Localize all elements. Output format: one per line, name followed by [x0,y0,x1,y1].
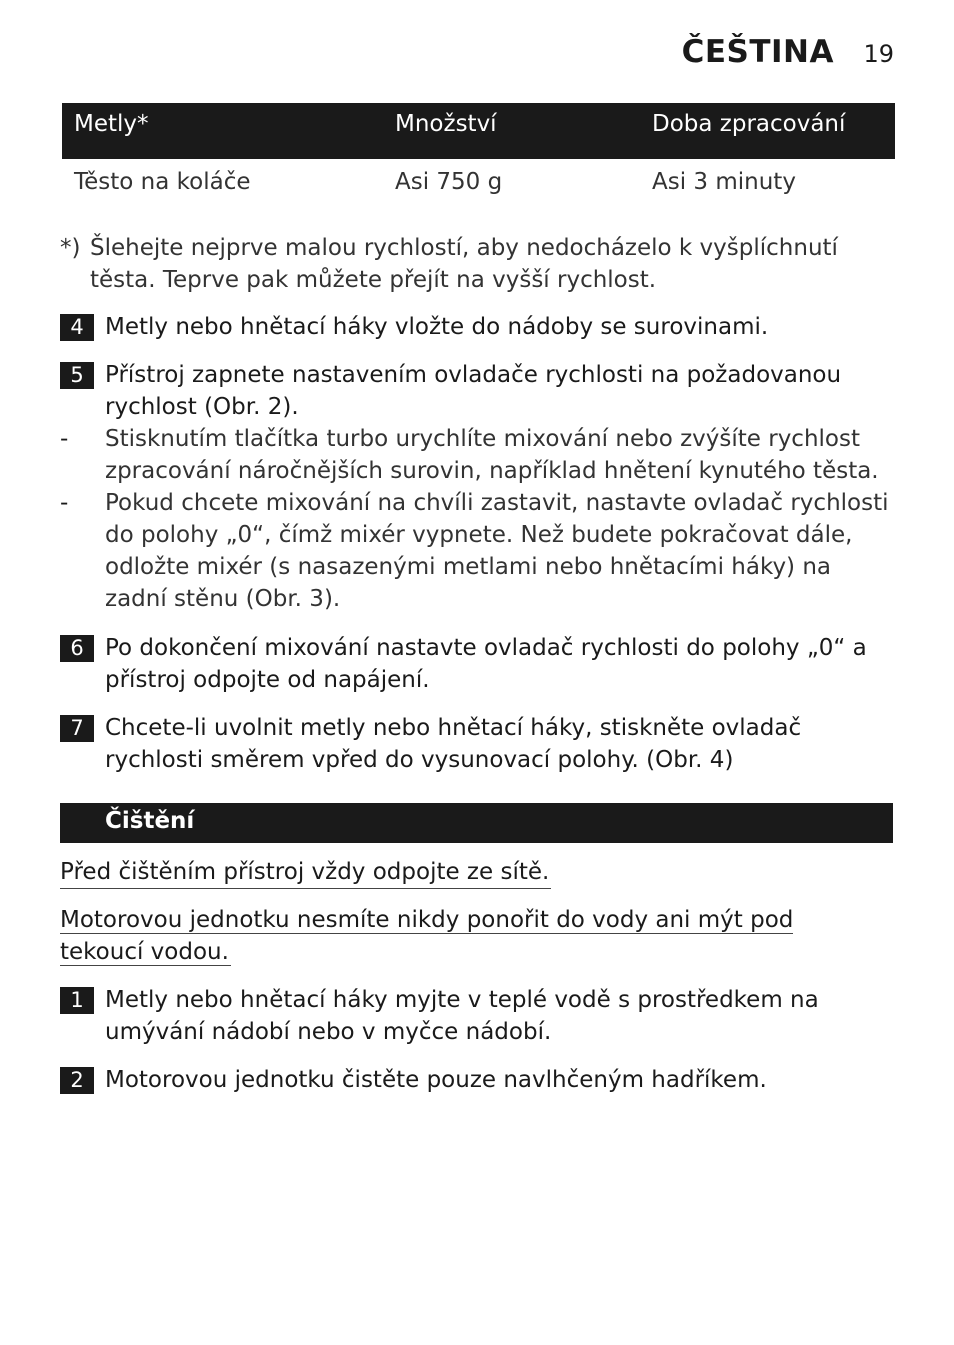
step-item [60,984,900,1048]
section-heading-bar [60,803,893,843]
step-text: Motorovou jednotku čistěte pouze navlhčeným hadříkem. [105,1067,767,1093]
step-item [60,359,900,423]
step-text: Chcete-li uvolnit metly nebo hnětací háky, stiskněte ovladač rychlosti směrem vpřed do vysunovací polohy. (Obr. 4) [105,715,802,773]
step-number: 4 [60,314,94,341]
table-header-cell: Metly* [74,111,149,137]
bullet-dash: - [60,490,69,516]
warning-underlined-text: Před čištěním přístroj vždy odpojte ze sítě. [60,856,551,889]
step-item [60,632,900,696]
bullet-item [60,487,900,615]
step-number: 2 [60,1067,94,1094]
footnote [60,232,900,296]
step-text: Po dokončení mixování nastavte ovladač rychlosti do polohy „0“ a přístroj odpojte od napájení. [105,635,867,693]
language-heading: ČEŠTINA [681,34,834,70]
page-number: 19 [863,40,894,68]
table-cell: Asi 3 minuty [652,169,796,195]
table-cell: Asi 750 g [395,169,503,195]
section-title: Čištění [105,808,195,834]
step-number: 1 [60,987,94,1014]
step-item [60,311,900,343]
warning-text [60,856,820,889]
step-number: 5 [60,362,94,389]
bullet-dash: - [60,426,69,452]
step-item [60,1064,900,1096]
step-number: 7 [60,715,94,742]
footnote-text: Šlehejte nejprve malou rychlostí, aby nedocházelo k vyšplíchnutí těsta. Teprve pak můžete přejít na vyšší rychlost. [90,235,838,293]
step-text: Přístroj zapnete nastavením ovladače rychlosti na požadovanou rychlost (Obr. 2). [105,362,842,420]
footnote-mark: *) [60,235,81,261]
bullet-text: Stisknutím tlačítka turbo urychlíte mixování nebo zvýšíte rychlost zpracování náročnějších surovin, například hnětení kynutého těsta. [105,426,879,484]
step-item [60,712,900,776]
table-row [62,159,895,209]
table-header-row [62,103,895,159]
warning-text [60,904,850,968]
step-text: Metly nebo hnětací háky myjte v teplé vodě s prostředkem na umývání nádobí nebo v myčce nádobí. [105,987,819,1045]
step-number: 6 [60,635,94,662]
step-text: Metly nebo hnětací háky vložte do nádoby se surovinami. [105,314,769,340]
table-header-cell: Doba zpracování [652,111,846,137]
table-header-cell: Množství [395,111,497,137]
table-cell: Těsto na koláče [74,169,251,195]
bullet-text: Pokud chcete mixování na chvíli zastavit, nastavte ovladač rychlosti do polohy „0“, čímž mixér vypnete. Než budete pokračovat dále, odložte mixér (s nasazenými metlami nebo hnětacími háky) na zadní stěnu (Obr. 3). [105,490,889,612]
warning-underlined-text: Motorovou jednotku nesmíte nikdy ponořit do vody ani mýt pod tekoucí vodou. [60,907,794,965]
bullet-item [60,423,900,487]
processing-table [62,103,895,209]
